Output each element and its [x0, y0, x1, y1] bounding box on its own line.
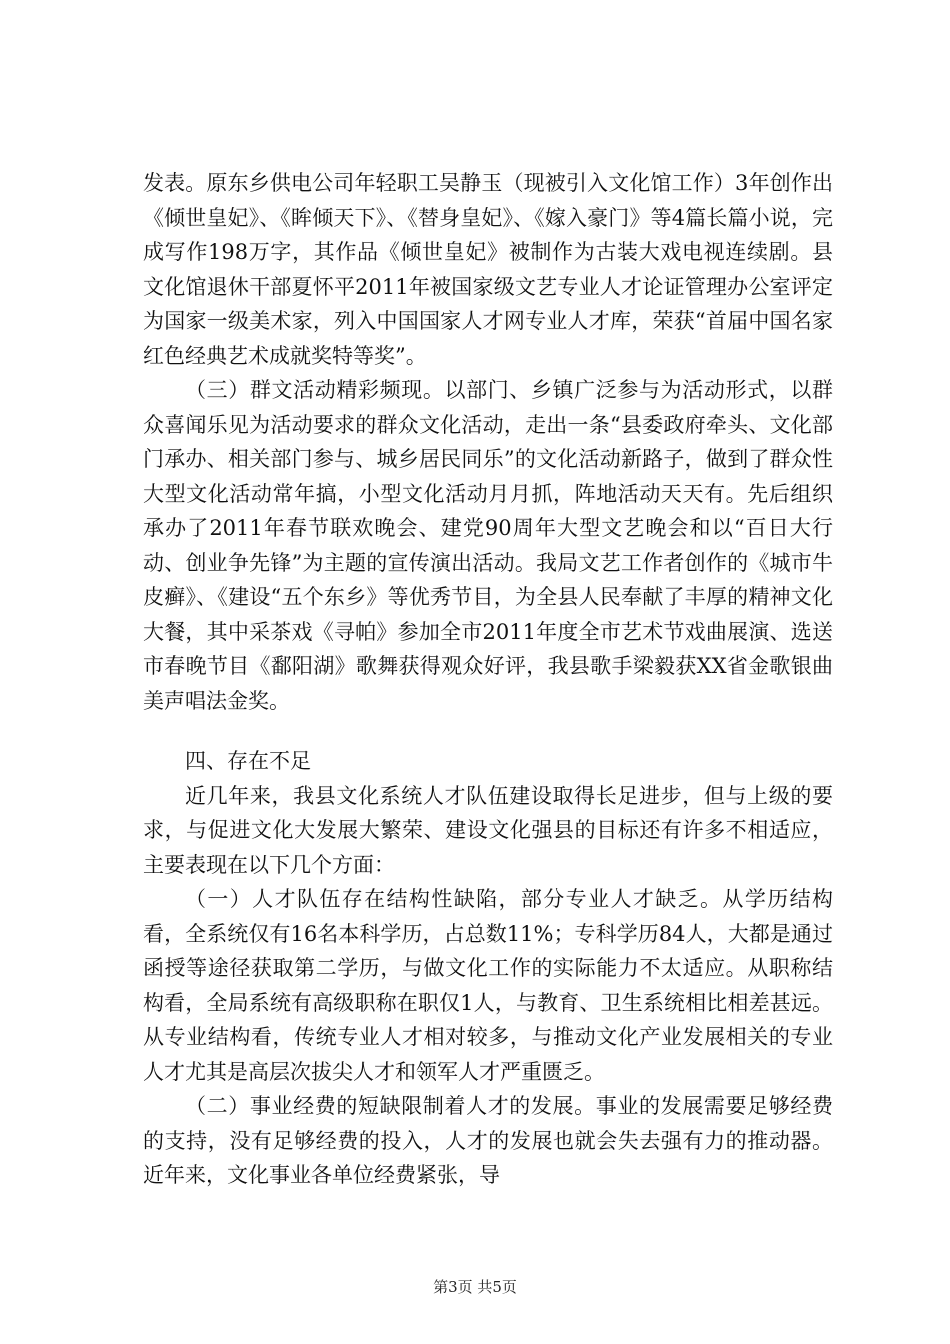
- paragraph-intro: 近几年来，我县文化系统人才队伍建设取得长足进步，但与上级的要求，与促进文化大发展大繁荣、建设文化强县的目标还有许多不相适应，主要表现在以下几个方面：: [143, 783, 833, 877]
- paragraph-continuation: 发表。原东乡供电公司年轻职工吴静玉（现被引入文化馆工作）3年创作出《倾世皇妃》、《眸倾天下》、《替身皇妃》、《嫁入豪门》等4篇长篇小说，完成写作198万字，其作品《倾世皇妃》被制作为古装大戏电视连续剧。县文化馆退休干部夏怀平2011年被国家级文艺专业人才论证管理办公室评定为国家一级美术家，列入中国国家人才网专业人才库，荣获“首届中国名家红色经典艺术成就奖特等奖”。: [143, 171, 833, 368]
- paragraph-section-3: （三）群文活动精彩频现。以部门、乡镇广泛参与为活动形式，以群众喜闻乐见为活动要求的群众文化活动，走出一条“县委政府牵头、文化部门承办、相关部门参与、城乡居民同乐”的文化活动新路子，做到了群众性大型文化活动常年搞，小型文化活动月月抓，阵地活动天天有。先后组织承办了2011年春节联欢晚会、建党90周年大型文艺晚会和以“百日大行动、创业争先锋”为主题的宣传演出活动。我局文艺工作者创作的《城市牛皮癣》、《建设“五个东乡》等优秀节目，为全县人民奉献了丰厚的精神文化大餐，其中采茶戏《寻帕》参加全市2011年度全市艺术节戏曲展演、选送市春晚节目《鄱阳湖》歌舞获得观众好评，我县歌手梁毅获XX省金歌银曲美声唱法金奖。: [143, 378, 833, 713]
- page-number-footer: 第3页 共5页: [433, 1278, 517, 1296]
- paragraph-item-1: （一）人才队伍存在结构性缺陷，部分专业人才缺乏。从学历结构看，全系统仅有16名本科学历，占总数11%；专科学历84人，大都是通过函授等途径获取第二学历，与做文化工作的实际能力不太适应。从职称结构看，全局系统有高级职称在职仅1人，与教育、卫生系统相比相差甚远。从专业结构看，传统专业人才相对较多，与推动文化产业发展相关的专业人才尤其是高层次拔尖人才和领军人才严重匮乏。: [143, 887, 833, 1084]
- paragraph-item-2: （二）事业经费的短缺限制着人才的发展。事业的发展需要足够经费的支持，没有足够经费的投入，人才的发展也就会失去强有力的推动器。近年来，文化事业各单位经费紧张，导: [143, 1094, 833, 1187]
- document-body: [143, 166, 833, 1193]
- paragraph-gap: [143, 718, 833, 744]
- section-heading-4: 四、存在不足: [185, 749, 311, 773]
